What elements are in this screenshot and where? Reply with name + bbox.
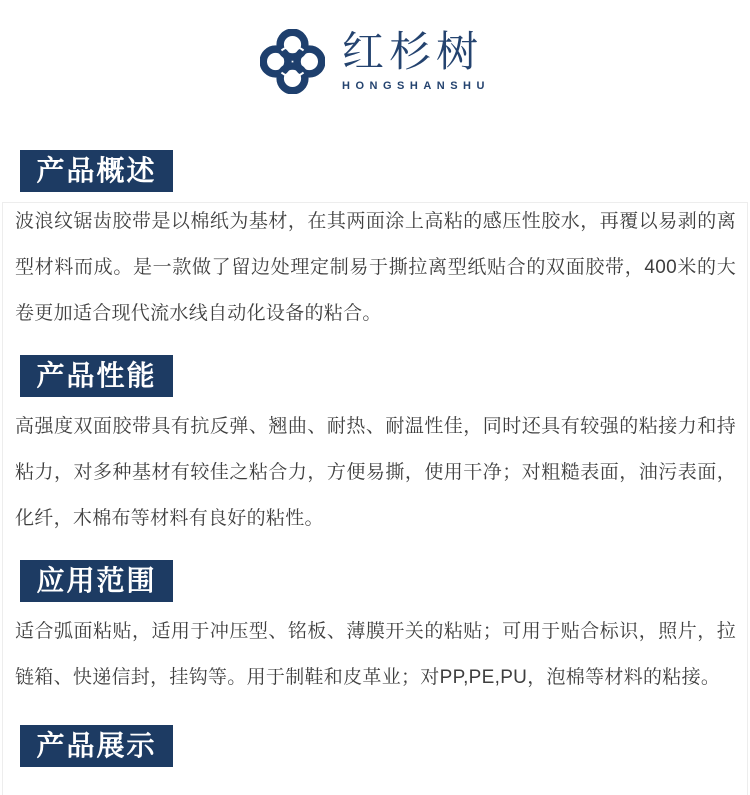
brand-name-pinyin: HONGSHANSHU bbox=[342, 80, 490, 92]
section-body-product-performance: 高强度双面胶带具有抗反弹、翘曲、耐热、耐温性佳，同时还具有较强的粘接力和持粘力，对多种基材有较佳之粘合力，方便易撕，使用干净；对粗糙表面，油污表面，化纤，木棉布等材料有良好的粘性。 bbox=[15, 416, 736, 529]
hongshanshu-logo-icon bbox=[260, 29, 325, 94]
brand-name: 红杉树 bbox=[342, 28, 484, 75]
section-product-display bbox=[0, 725, 750, 767]
section-product-performance bbox=[0, 355, 750, 542]
section-title-product-performance: 产品性能 bbox=[20, 355, 173, 397]
logo-text-block bbox=[342, 28, 490, 92]
section-body-application-range: 适合弧面粘贴，适用于冲压型、铭板、薄膜开关的粘贴；可用于贴合标识，照片，拉链箱、快递信封，挂钩等。用于制鞋和皮革业；对PP,PE,PU，泡棉等材料的粘接。 bbox=[15, 621, 736, 688]
section-body-product-overview: 波浪纹锯齿胶带是以棉纸为基材，在其两面涂上高粘的感压性胶水，再覆以易剥的离型材料而成。是一款做了留边处理定制易于撕拉离型纸贴合的双面胶带，400米的大卷更加适合现代流水线自动化设备的粘合。 bbox=[15, 211, 736, 324]
section-application-range bbox=[0, 560, 750, 701]
section-title-product-overview: 产品概述 bbox=[20, 150, 173, 192]
section-title-product-display: 产品展示 bbox=[20, 725, 173, 767]
section-title-application-range: 应用范围 bbox=[20, 560, 173, 602]
section-product-overview bbox=[0, 150, 750, 337]
brand-header bbox=[0, 0, 750, 95]
